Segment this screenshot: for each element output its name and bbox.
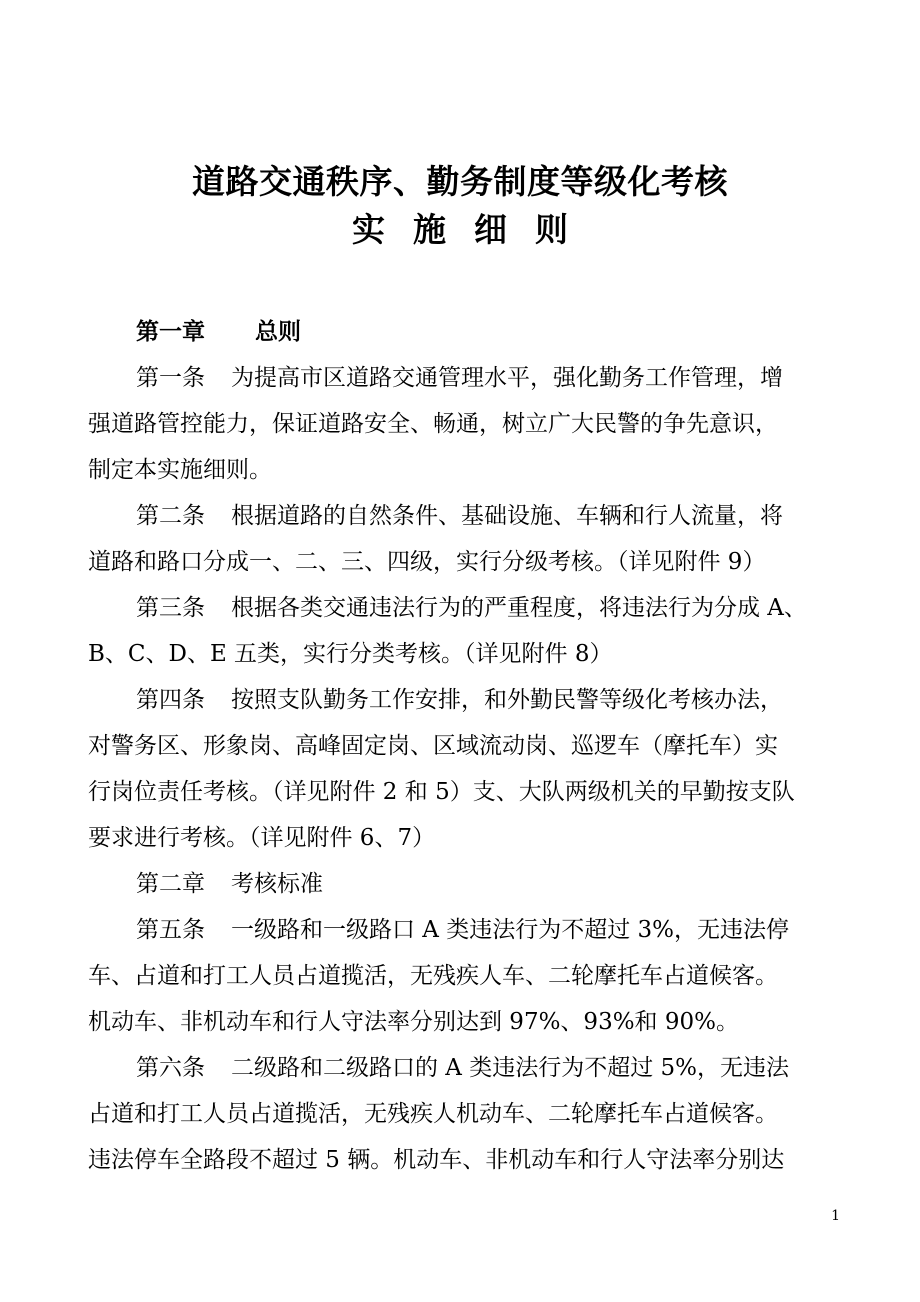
article-5-line-1 bbox=[88, 907, 833, 953]
chapter-2-name: 考核标准 bbox=[231, 871, 323, 897]
page-number: 1 bbox=[831, 1208, 840, 1224]
article-4-line-1 bbox=[88, 677, 833, 723]
article-5-label: 第五条 bbox=[136, 917, 205, 943]
article-3-line-2: B、C、D、E 五类，实行分类考核。（详见附件 8） bbox=[88, 641, 613, 667]
article-1-line-3: 制定本实施细则。 bbox=[88, 457, 272, 483]
article-4-line-4: 要求进行考核。（详见附件 6、7） bbox=[88, 825, 436, 851]
article-5-line-2: 车、占道和打工人员占道揽活，无残疾人车、二轮摩托车占道候客。 bbox=[88, 963, 778, 989]
article-5-text: 一级路和一级路口 A 类违法行为不超过 3%，无违法停 bbox=[231, 917, 790, 943]
article-3-line-1 bbox=[88, 585, 833, 631]
article-4-line-2: 对警务区、形象岗、高峰固定岗、区域流动岗、巡逻车（摩托车）实 bbox=[88, 733, 778, 759]
article-1-line-2: 强道路管控能力，保证道路安全、畅通，树立广大民警的争先意识， bbox=[88, 411, 778, 437]
article-2-line-2: 道路和路口分成一、二、三、四级，实行分级考核。（详见附件 9） bbox=[88, 549, 766, 575]
article-1-line-1 bbox=[88, 355, 833, 401]
article-6-line-2: 占道和打工人员占道揽活，无残疾人机动车、二轮摩托车占道候客。 bbox=[88, 1101, 778, 1127]
chapter-2-heading bbox=[88, 861, 833, 907]
article-3-label: 第三条 bbox=[136, 595, 205, 621]
article-6-line-1 bbox=[88, 1045, 833, 1091]
article-2-line-1 bbox=[88, 493, 833, 539]
chapter-1-heading bbox=[88, 309, 833, 355]
article-4-line-3: 行岗位责任考核。（详见附件 2 和 5）支、大队两级机关的早勤按支队 bbox=[88, 779, 795, 805]
article-4-label: 第四条 bbox=[136, 687, 205, 713]
document-body bbox=[88, 309, 833, 1183]
article-3-text: 根据各类交通违法行为的严重程度，将违法行为分成 A、 bbox=[231, 595, 807, 621]
document-title-line-1: 道路交通秩序、勤务制度等级化考核 bbox=[192, 162, 728, 201]
article-2-text: 根据道路的自然条件、基础设施、车辆和行人流量，将 bbox=[231, 503, 783, 529]
chapter-1-name: 总则 bbox=[255, 319, 301, 345]
article-1-label: 第一条 bbox=[136, 365, 205, 391]
article-4-text: 按照支队勤务工作安排，和外勤民警等级化考核办法， bbox=[231, 687, 783, 713]
article-6-label: 第六条 bbox=[136, 1055, 205, 1081]
article-2-label: 第二条 bbox=[136, 503, 205, 529]
article-5-line-3: 机动车、非机动车和行人守法率分别达到 97%、93%和 90%。 bbox=[88, 1009, 739, 1035]
chapter-2-number: 第二章 bbox=[136, 871, 205, 897]
article-6-line-3: 违法停车全路段不超过 5 辆。机动车、非机动车和行人守法率分别达 bbox=[88, 1147, 785, 1173]
article-1-text: 为提高市区道路交通管理水平，强化勤务工作管理，增 bbox=[231, 365, 783, 391]
article-6-text: 二级路和二级路口的 A 类违法行为不超过 5%，无违法 bbox=[231, 1055, 790, 1081]
chapter-1-number: 第一章 bbox=[136, 319, 205, 345]
document-title-line-2: 实施细则 bbox=[352, 210, 596, 249]
